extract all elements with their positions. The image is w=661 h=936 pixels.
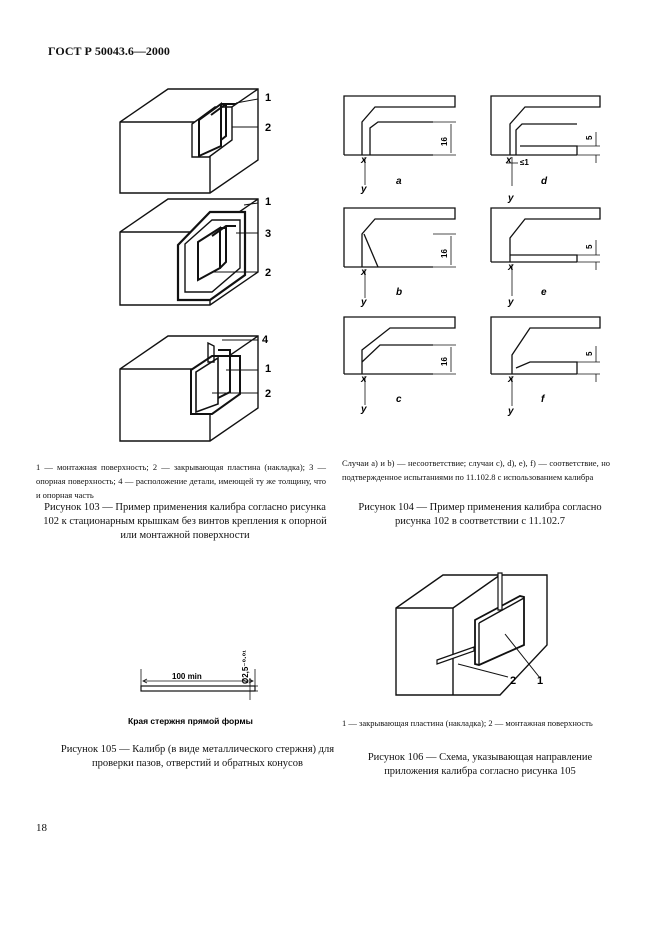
fig105-caption: Рисунок 105 — Калибр (в виде металлического стержня) для проверки пазов, отверстий и обратных конусов bbox=[60, 744, 335, 769]
fig105-dim-diameter: Ø2,5⁻⁰·⁰¹ bbox=[241, 650, 250, 684]
fig104-dim-16-b: 16 bbox=[440, 249, 449, 258]
fig104-dim-5-f: 5 bbox=[585, 351, 594, 356]
fig106-label-1: 1 bbox=[537, 675, 544, 687]
fig106-caption: Рисунок 106 — Схема, указывающая направление приложения калибра согласно рисунка 105 bbox=[367, 752, 593, 777]
fig104-letter-c: c bbox=[396, 394, 402, 405]
page-number: 18 bbox=[36, 822, 47, 834]
fig104-letter-b: b bbox=[396, 287, 403, 298]
fig103-caption: Рисунок 103 — Пример применения калибра согласно рисунка 102 к стационарным крышкам без винтов крепления к опорной или монтажной поверхности bbox=[43, 502, 327, 541]
fig104-le1: ≤1 bbox=[520, 158, 529, 167]
fig104-x-d: x bbox=[506, 155, 512, 166]
fig104-letter-d: d bbox=[541, 176, 548, 187]
fig104-letter-a: a bbox=[396, 176, 402, 187]
fig104-x-a: x bbox=[361, 155, 367, 166]
fig103-label-4: 4 bbox=[262, 334, 269, 346]
fig104-y-d: y bbox=[508, 193, 514, 204]
fig103-label-2c: 2 bbox=[265, 388, 272, 400]
fig105-note: Края стержня прямой формы bbox=[128, 716, 253, 726]
fig104-legend: Случаи a) и b) — несоответствие; случаи c), d), e), f) — соответствие, но подтвержденное испытаниями по 11.102.8 с использованием калибра bbox=[342, 458, 610, 482]
fig104-dim-5-d: 5 bbox=[585, 135, 594, 140]
fig105-dim-length: 100 min bbox=[172, 672, 202, 681]
fig104-y-c: y bbox=[361, 404, 367, 415]
fig103-label-3: 3 bbox=[265, 228, 272, 240]
fig104-dim-5-e: 5 bbox=[585, 244, 594, 249]
fig104-letter-e: e bbox=[541, 287, 547, 298]
fig104-x-f: x bbox=[508, 374, 514, 385]
fig103-label-1b: 1 bbox=[265, 196, 272, 208]
fig103-label-1: 1 bbox=[265, 92, 272, 104]
fig104-y-b: y bbox=[361, 297, 367, 308]
fig104-y-e: y bbox=[508, 297, 514, 308]
fig104-caption: Рисунок 104 — Пример применения калибра согласно рисунка 102 в соответствии с 11.102.7 bbox=[358, 502, 602, 527]
document-header: ГОСТ Р 50043.6—2000 bbox=[48, 44, 170, 58]
fig106-legend: 1 — закрывающая пластина (накладка); 2 — монтажная поверхность bbox=[342, 718, 593, 728]
fig104-letter-f: f bbox=[541, 394, 545, 405]
fig104-x-e: x bbox=[508, 262, 514, 273]
fig103-label-2b: 2 bbox=[265, 267, 272, 279]
fig103-label-1c: 1 bbox=[265, 363, 272, 375]
fig104-y-a: y bbox=[361, 184, 367, 195]
fig104-x-b: x bbox=[361, 267, 367, 278]
fig106-label-2: 2 bbox=[510, 675, 517, 687]
fig103-legend: 1 — монтажная поверхность; 2 — закрывающая пластина (накладка); 3 — опорная поверхность; 4 — расположение детали, имеющей ту же толщину, что и опорная часть bbox=[36, 462, 326, 500]
fig104-dim-16-c: 16 bbox=[440, 357, 449, 366]
fig104-dim-16-a: 16 bbox=[440, 137, 449, 146]
fig104-x-c: x bbox=[361, 374, 367, 385]
fig104-y-f: y bbox=[508, 406, 514, 417]
fig103-label-2: 2 bbox=[265, 122, 272, 134]
